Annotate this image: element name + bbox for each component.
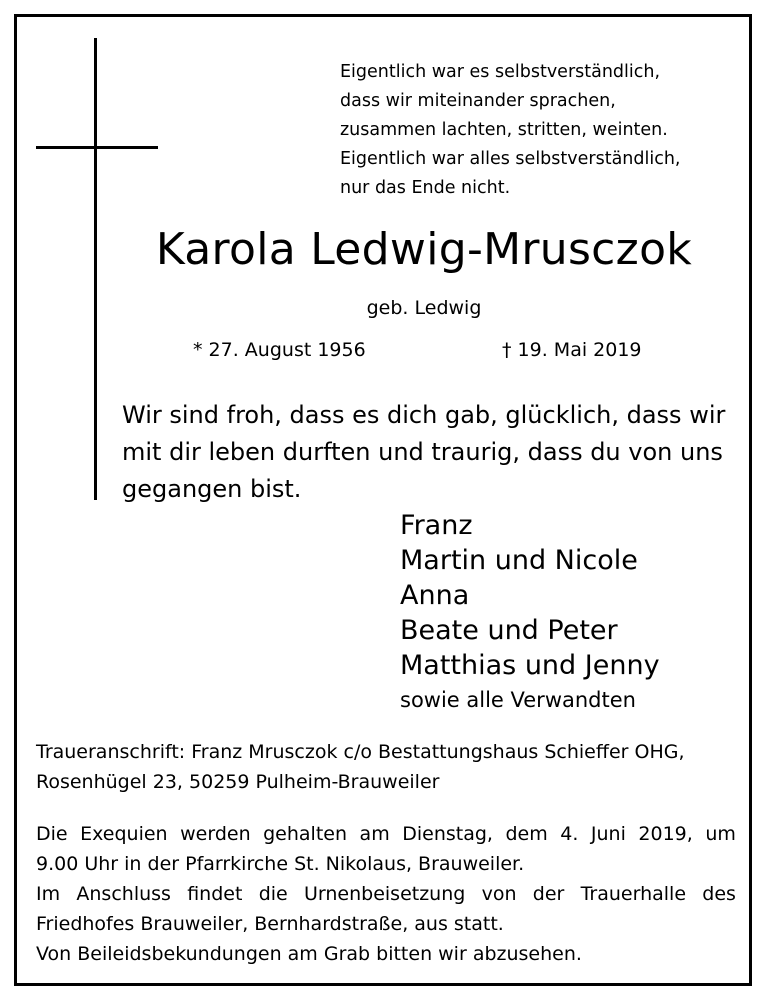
info-word: Juni	[590, 823, 626, 845]
verse-line: mit dir leben durften und traurig, dass du von uns	[122, 438, 723, 466]
info-word: Die	[36, 823, 68, 845]
memorial-verse	[122, 397, 742, 508]
verse-line: gegangen bist.	[122, 475, 302, 503]
info-word: dem	[505, 823, 548, 845]
info-word: Exequien	[80, 823, 168, 845]
mourner: Anna	[400, 580, 470, 611]
info-word: der	[532, 883, 565, 905]
mourner: Matthias und Jenny	[400, 650, 660, 681]
poem	[340, 58, 740, 203]
mourner: Martin und Nicole	[400, 545, 638, 576]
info-word: die	[258, 883, 288, 905]
mourners-list	[400, 508, 740, 717]
address-line: Traueranschrift: Franz Mrusczok c/o Bestattungshaus Schieffer OHG,	[36, 741, 685, 763]
info-word: Im	[36, 883, 61, 905]
info-word: des	[702, 883, 736, 905]
info-line	[36, 819, 736, 849]
info-word: um	[705, 823, 736, 845]
info-line: Friedhofes Brauweiler, Bernhardstraße, aus statt.	[36, 913, 504, 935]
mourner: Beate und Peter	[400, 615, 618, 646]
death-date: † 19. Mai 2019	[502, 339, 642, 361]
mourner: Franz	[400, 510, 473, 541]
info-word: Dienstag,	[402, 823, 493, 845]
info-word: von	[481, 883, 517, 905]
info-word: am	[359, 823, 390, 845]
info-word: Trauerhalle	[580, 883, 687, 905]
poem-line: Eigentlich war es selbstverständlich,	[340, 62, 661, 82]
info-word: gehalten	[263, 823, 348, 845]
info-word: Anschluss	[76, 883, 171, 905]
info-word: findet	[187, 883, 243, 905]
address-line: Rosenhügel 23, 50259 Pulheim-Brauweiler	[36, 771, 440, 793]
info-word: 2019,	[638, 823, 693, 845]
info-word: werden	[180, 823, 251, 845]
info-word: Urnenbeisetzung	[303, 883, 466, 905]
poem-line: nur das Ende nicht.	[340, 178, 511, 198]
mourning-address	[36, 737, 736, 797]
info-line: Von Beileidsbekundungen am Grab bitten wir abzusehen.	[36, 943, 582, 965]
info-line: 9.00 Uhr in der Pfarrkirche St. Nikolaus, Brauweiler.	[36, 853, 525, 875]
poem-line: zusammen lachten, stritten, weinten.	[340, 120, 668, 140]
info-line	[36, 879, 736, 909]
relatives-note: sowie alle Verwandten	[400, 688, 636, 712]
birth-name: geb. Ledwig	[366, 297, 482, 319]
deceased-name: Karola Ledwig-Mrusczok	[155, 224, 693, 275]
poem-line: Eigentlich war alles selbstverständlich,	[340, 149, 681, 169]
cross-icon-bar	[36, 146, 158, 149]
poem-line: dass wir miteinander sprachen,	[340, 91, 616, 111]
verse-line: Wir sind froh, dass es dich gab, glücklich, dass wir	[122, 401, 726, 429]
info-word: 4.	[560, 823, 579, 845]
service-info	[36, 819, 736, 969]
birth-date: * 27. August 1956	[193, 339, 366, 361]
